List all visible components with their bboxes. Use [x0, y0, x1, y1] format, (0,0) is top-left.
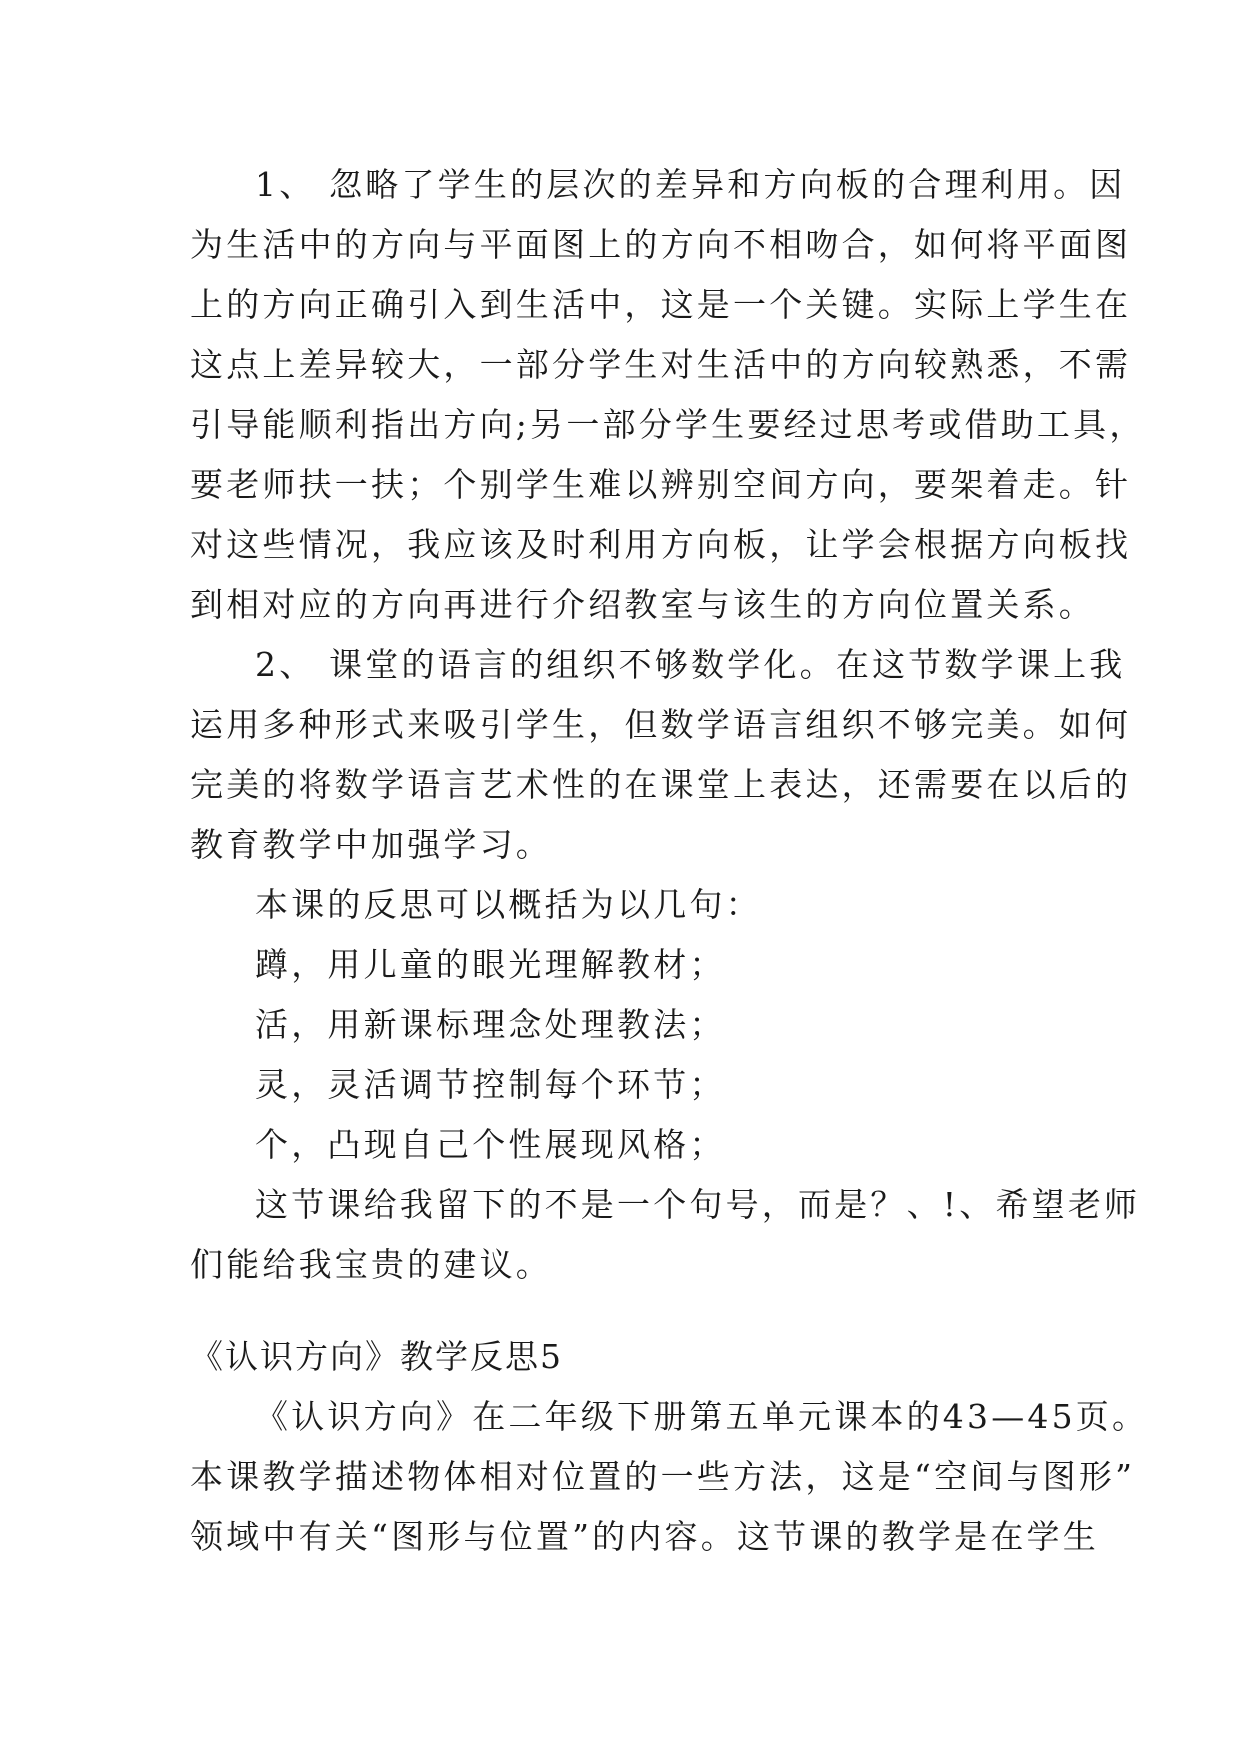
summary-item: 个，凸现自己个性展现风格； — [255, 1125, 726, 1164]
paragraph-line: 对这些情况，我应该及时利用方向板，让学会根据方向板找 — [190, 525, 1132, 564]
summary-intro: 本课的反思可以概括为以几句： — [255, 885, 762, 924]
summary-item: 蹲，用儿童的眼光理解教材； — [255, 945, 726, 984]
summary-item: 活，用新课标理念处理教法； — [255, 1005, 726, 1044]
paragraph-line: 引导能顺利指出方向;另一部分学生要经过思考或借助工具， — [190, 405, 1146, 444]
paragraph-line: 本课教学描述物体相对位置的一些方法，这是“空间与图形” — [190, 1457, 1136, 1496]
summary-item: 灵，灵活调节控制每个环节； — [255, 1065, 726, 1104]
paragraph-line: 1、 忽略了学生的层次的差异和方向板的合理利用。因 — [255, 165, 1126, 204]
section-title: 《认识方向》教学反思5 — [190, 1337, 563, 1376]
paragraph-line: 为生活中的方向与平面图上的方向不相吻合，如何将平面图 — [190, 225, 1132, 264]
paragraph-line: 2、 课堂的语言的组织不够数学化。在这节数学课上我 — [255, 645, 1126, 684]
paragraph-line: 领域中有关“图形与位置”的内容。这节课的教学是在学生 — [190, 1517, 1099, 1556]
paragraph-line: 完美的将数学语言艺术性的在课堂上表达，还需要在以后的 — [190, 765, 1132, 804]
paragraph-line: 这点上差异较大，一部分学生对生活中的方向较熟悉，不需 — [190, 345, 1132, 384]
closing-line: 这节课给我留下的不是一个句号，而是？、!、希望老师 — [255, 1185, 1141, 1224]
closing-line: 们能给我宝贵的建议。 — [190, 1245, 552, 1284]
paragraph-line: 运用多种形式来吸引学生，但数学语言组织不够完美。如何 — [190, 705, 1132, 744]
paragraph-line: 《认识方向》在二年级下册第五单元课本的43—45页。 — [255, 1397, 1149, 1436]
paragraph-line: 上的方向正确引入到生活中，这是一个关键。实际上学生在 — [190, 285, 1132, 324]
paragraph-line: 要老师扶一扶；个别学生难以辨别空间方向，要架着走。针 — [190, 465, 1132, 504]
paragraph-line: 到相对应的方向再进行介绍教室与该生的方向位置关系。 — [190, 585, 1095, 624]
paragraph-line: 教育教学中加强学习。 — [190, 825, 552, 864]
